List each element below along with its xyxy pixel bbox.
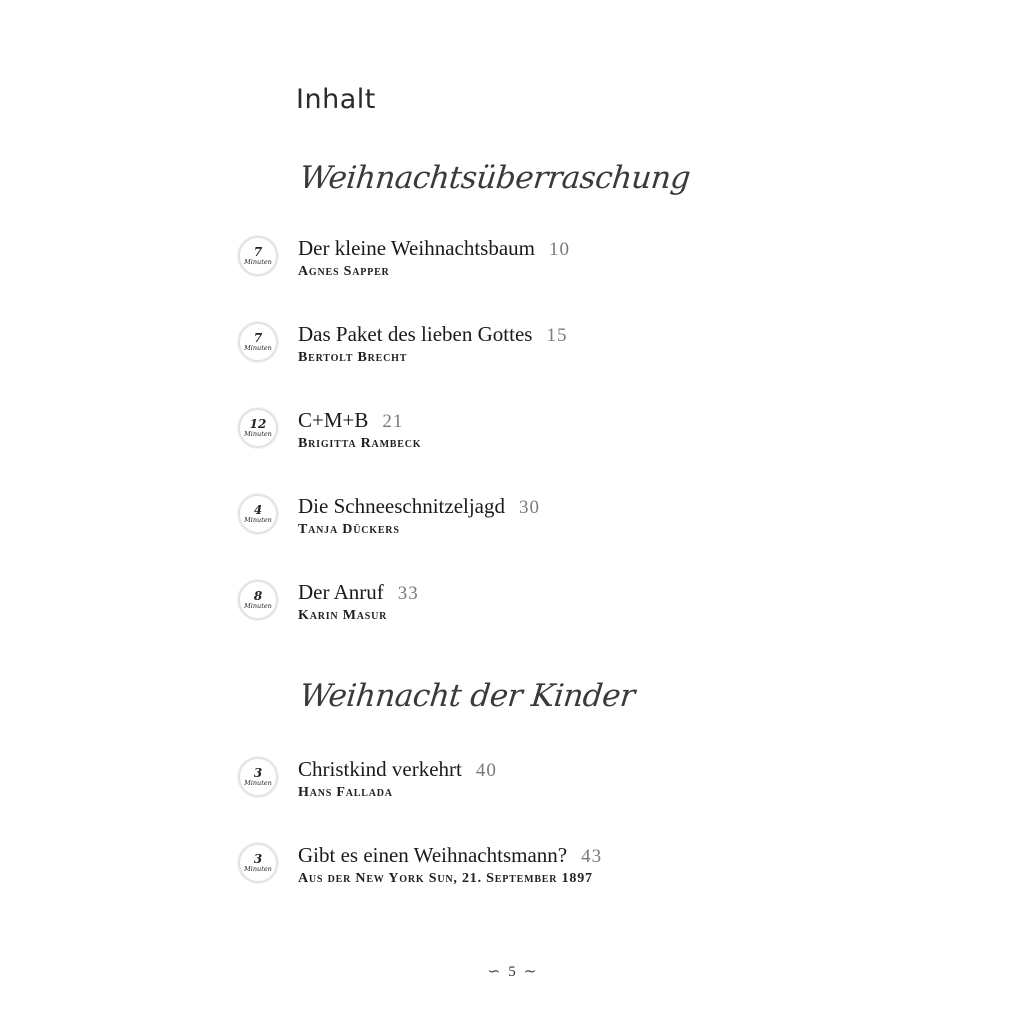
toc-entry[interactable] <box>238 322 798 378</box>
story-line <box>298 408 403 433</box>
reading-time-minutes: 4 <box>253 503 263 518</box>
story-author: Bertolt Brecht <box>298 350 408 365</box>
story-author: Tanja Dückers <box>298 522 400 537</box>
story-page-number: 40 <box>475 760 497 781</box>
story-line <box>298 236 570 261</box>
page-number: 5 <box>508 964 516 980</box>
story-title[interactable]: Das Paket des lieben Gottes <box>298 322 533 346</box>
reading-time-minutes: 7 <box>253 245 263 260</box>
story-page-number: 10 <box>549 239 571 260</box>
story-line <box>298 494 540 519</box>
page-title: Inhalt <box>296 84 376 115</box>
toc-entry[interactable] <box>238 494 798 550</box>
story-title[interactable]: Gibt es einen Weihnachtsmann? <box>298 843 568 867</box>
section-heading-weihnacht-der-kinder: Weihnacht der Kinder <box>298 678 637 714</box>
toc-entry[interactable] <box>238 408 798 464</box>
toc-entry[interactable] <box>238 757 798 813</box>
story-title[interactable]: C+M+B <box>298 408 369 432</box>
reading-time-unit: Minuten <box>244 516 272 525</box>
story-page-number: 43 <box>581 846 603 867</box>
reading-time-unit: Minuten <box>244 258 272 267</box>
toc-entry[interactable] <box>238 580 798 636</box>
story-line <box>298 843 602 868</box>
story-author: Brigitta Rambeck <box>298 436 422 451</box>
story-title[interactable]: Der kleine Weihnachtsbaum <box>298 236 536 260</box>
section-heading-weihnachtsueberraschung: Weihnachtsüberraschung <box>298 160 692 196</box>
right-ornament: ∼ <box>523 962 537 980</box>
story-author: Karin Masur <box>298 608 388 623</box>
toc-entry[interactable] <box>238 236 798 292</box>
reading-time-badge <box>238 322 278 362</box>
reading-time-badge <box>238 580 278 620</box>
reading-time-badge <box>238 494 278 534</box>
story-line <box>298 757 497 782</box>
reading-time-unit: Minuten <box>244 344 272 353</box>
story-page-number: 15 <box>546 325 568 346</box>
reading-time-badge <box>238 408 278 448</box>
reading-time-badge <box>238 843 278 883</box>
reading-time-minutes: 8 <box>253 589 263 604</box>
left-ornament: ∽ <box>487 962 501 980</box>
story-title[interactable]: Der Anruf <box>298 580 384 604</box>
reading-time-unit: Minuten <box>244 779 272 788</box>
story-title[interactable]: Christkind verkehrt <box>298 757 462 781</box>
story-author: Aus der New York Sun, 21. September 1897 <box>298 871 593 886</box>
reading-time-badge <box>238 236 278 276</box>
story-author: Agnes Sapper <box>298 264 390 279</box>
story-line <box>298 322 567 347</box>
story-author: Hans Fallada <box>298 785 393 800</box>
reading-time-badge <box>238 757 278 797</box>
page-footer <box>0 962 1024 981</box>
story-page-number: 33 <box>397 583 419 604</box>
reading-time-unit: Minuten <box>244 865 272 874</box>
toc-entry[interactable] <box>238 843 798 899</box>
reading-time-minutes: 7 <box>253 331 263 346</box>
reading-time-unit: Minuten <box>244 602 272 611</box>
story-line <box>298 580 419 605</box>
reading-time-minutes: 3 <box>253 766 263 781</box>
story-page-number: 30 <box>519 497 541 518</box>
reading-time-minutes: 3 <box>253 852 263 867</box>
reading-time-minutes: 12 <box>249 417 267 432</box>
story-title[interactable]: Die Schneeschnitzeljagd <box>298 494 506 518</box>
story-page-number: 21 <box>382 411 404 432</box>
reading-time-unit: Minuten <box>244 430 272 439</box>
